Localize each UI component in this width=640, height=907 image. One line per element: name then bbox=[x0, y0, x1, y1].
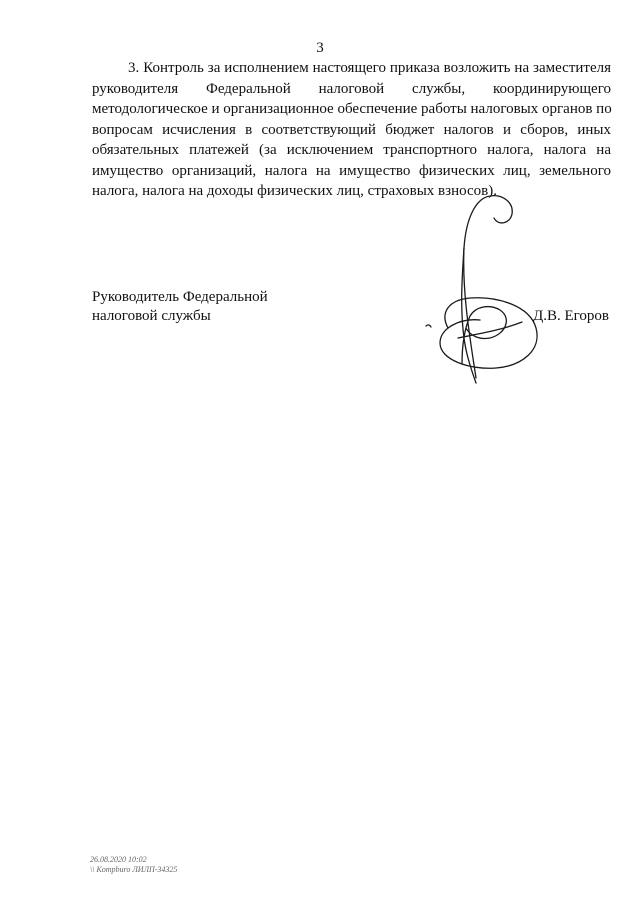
order-paragraph-3 bbox=[92, 58, 611, 202]
signer-position bbox=[92, 288, 268, 326]
signer-name: Д.В. Егоров bbox=[533, 308, 610, 324]
document-footer bbox=[90, 855, 177, 875]
handwritten-signature bbox=[418, 188, 558, 398]
paragraph-line: обязательных платежей (за исключением транспортного налога, налога на bbox=[92, 142, 611, 158]
paragraph-line: руководителя Федеральной налоговой службы, координирующего bbox=[92, 80, 611, 97]
paragraph-line: методологическое и организационное обеспечение работы налоговых органов по bbox=[92, 101, 612, 117]
signer-position-line-1: Руководитель Федеральной bbox=[92, 289, 268, 305]
paragraph-line: вопросам исчисления в соответствующий бюджет налогов и сборов, иных bbox=[92, 121, 611, 138]
footer-timestamp: 26.08.2020 10:02 bbox=[90, 855, 147, 864]
signer-position-line-2: налоговой службы bbox=[92, 308, 211, 324]
paragraph-line: 3. Контроль за исполнением настоящего приказа возложить на заместителя bbox=[128, 60, 611, 76]
paragraph-line: налога, налога на доходы физических лиц, страховых взносов). bbox=[92, 183, 497, 199]
paragraph-line: имущество организаций, налога на имущество физических лиц, земельного bbox=[92, 162, 611, 179]
page-number: 3 bbox=[316, 40, 324, 56]
footer-reference: \\ Kompburo ЛИЛП-34325 bbox=[90, 865, 178, 874]
